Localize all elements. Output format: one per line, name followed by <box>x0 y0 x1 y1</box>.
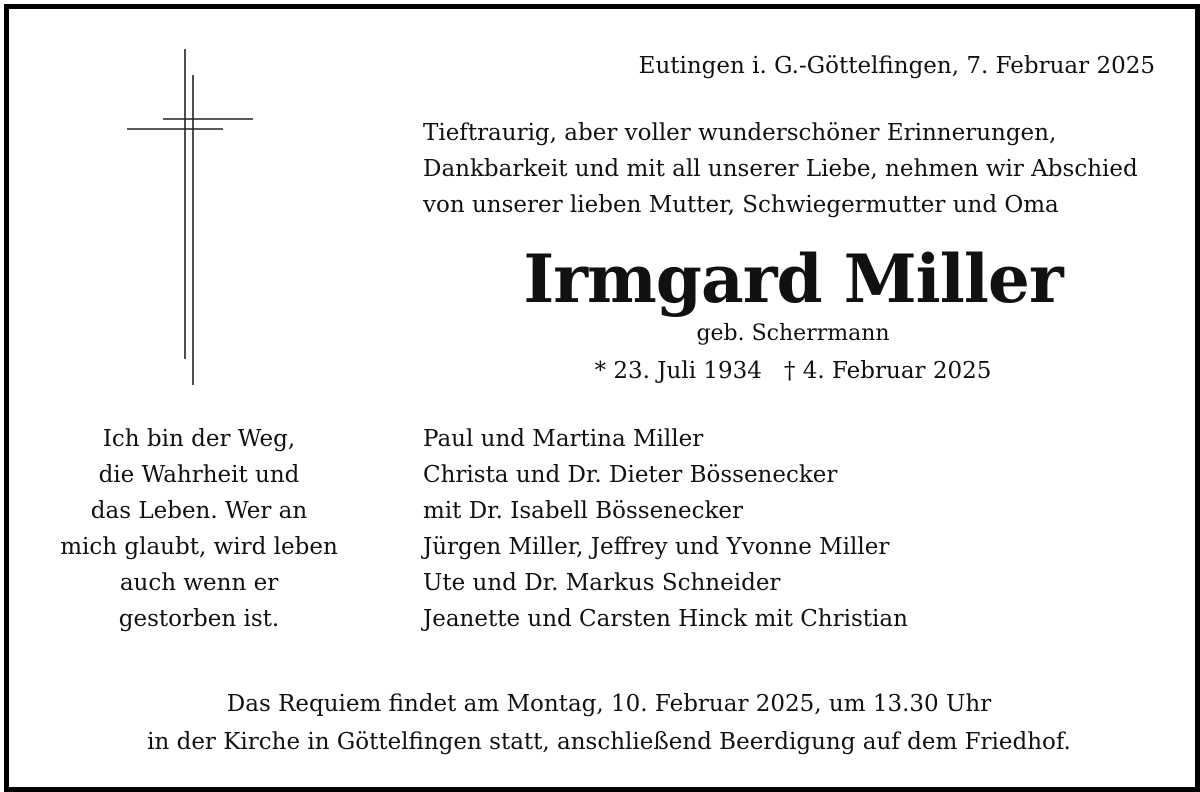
obituary-frame <box>4 4 1200 792</box>
death-date: † 4. Februar 2025 <box>783 358 992 384</box>
intro-line: Dankbarkeit und mit all unserer Liebe, nehmen wir Abschied <box>423 156 1138 182</box>
mourners-list <box>423 421 1163 637</box>
deceased-name: Irmgard Miller <box>523 240 1063 318</box>
funeral-notice <box>19 685 1199 761</box>
bible-verse <box>39 421 359 637</box>
intro-line: Tieftraurig, aber voller wunderschöner Erinnerungen, <box>423 120 1057 146</box>
cross-icon <box>127 49 257 389</box>
life-dates <box>423 355 1163 387</box>
verse-line: Ich bin der Weg, <box>102 426 296 452</box>
verse-line: das Leben. Wer an <box>90 498 308 524</box>
place-date: Eutingen i. G.-Göttelfingen, 7. Februar 2025 <box>638 53 1155 79</box>
funeral-line: in der Kirche in Göttelfingen statt, anschließend Beerdigung auf dem Friedhof. <box>147 729 1071 755</box>
mourner-entry: Jürgen Miller, Jeffrey und Yvonne Miller <box>423 534 890 560</box>
verse-line: auch wenn er <box>119 570 279 596</box>
mourner-entry: Christa und Dr. Dieter Bössenecker <box>423 462 838 488</box>
birth-date: * 23. Juli 1934 <box>594 358 762 384</box>
mourner-entry: mit Dr. Isabell Bössenecker <box>423 498 744 524</box>
verse-line: mich glaubt, wird leben <box>60 534 338 560</box>
mourner-entry: Paul und Martina Miller <box>423 426 704 452</box>
birth-name: geb. Scherrmann <box>696 321 890 346</box>
funeral-line: Das Requiem findet am Montag, 10. Februar 2025, um 13.30 Uhr <box>226 691 992 717</box>
mourner-entry: Ute und Dr. Markus Schneider <box>423 570 781 596</box>
intro-line: von unserer lieben Mutter, Schwiegermutter und Oma <box>423 192 1059 218</box>
verse-line: die Wahrheit und <box>98 462 300 488</box>
mourner-entry: Jeanette und Carsten Hinck mit Christian <box>423 606 908 632</box>
intro-text <box>423 115 1173 223</box>
verse-line: gestorben ist. <box>118 606 280 632</box>
